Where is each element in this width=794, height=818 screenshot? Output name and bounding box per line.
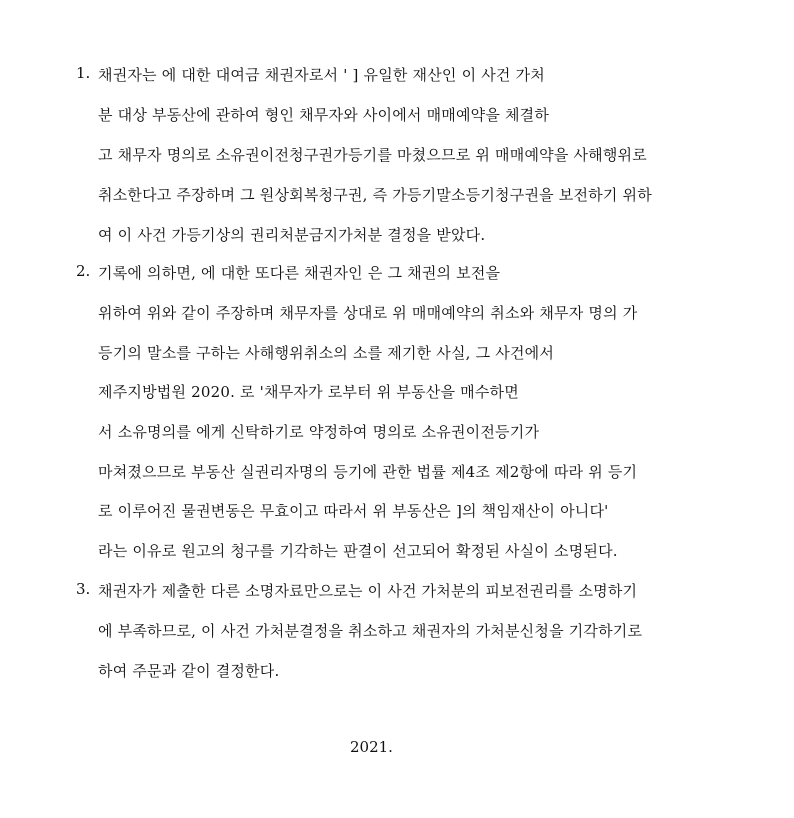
text-line: 분 대상 부동산에 관하여 형인 채무자와 사이에서 매매예약을 체결하 — [98, 106, 550, 124]
document-date: 2021. — [350, 738, 393, 756]
paragraph-number: 3. — [76, 580, 91, 598]
text-line: 제주지방법원 2020. 로 '채무자가 로부터 위 부동산을 매수하면 — [98, 383, 519, 401]
text-line: 고 채무자 명의로 소유권이전청구권가등기를 마쳤으므로 위 매매예약을 사해행위로 — [98, 146, 647, 164]
text-line: 에 부족하므로, 이 사건 가처분결정을 취소하고 채권자의 가처분신청을 기각하기로 — [98, 622, 643, 640]
text-line: 서 소유명의를 에게 신탁하기로 약정하여 명의로 소유권이전등기가 — [98, 423, 540, 441]
text-line: 라는 이유로 원고의 청구를 기각하는 판결이 선고되어 확정된 사실이 소명된다. — [98, 542, 618, 560]
text-line: 여 이 사건 가등기상의 권리처분금지가처분 결정을 받았다. — [98, 226, 486, 244]
text-line: 채권자는 에 대한 대여금 채권자로서 ' ] 유일한 재산인 이 사건 가처 — [98, 66, 545, 84]
paragraph-number: 1. — [76, 64, 91, 82]
text-line: 마쳐졌으므로 부동산 실권리자명의 등기에 관한 법률 제4조 제2항에 따라 위 등기 — [98, 463, 638, 481]
text-line: 등기의 말소를 구하는 사해행위취소의 소를 제기한 사실, 그 사건에서 — [98, 344, 555, 362]
text-line: 취소한다고 주장하며 그 원상회복청구권, 즉 가등기말소등기청구권을 보전하기 위하 — [98, 186, 652, 204]
text-line: 하여 주문과 같이 결정한다. — [98, 662, 280, 680]
paragraph-number: 2. — [76, 262, 91, 280]
text-line: 위하여 위와 같이 주장하며 채무자를 상대로 위 매매예약의 취소와 채무자 명의 가 — [98, 304, 638, 322]
text-line: 로 이루어진 물권변동은 무효이고 따라서 위 부동산은 ]의 책임재산이 아니다' — [98, 502, 609, 520]
text-line: 기록에 의하면, 에 대한 또다른 채권자인 은 그 채권의 보전을 — [98, 264, 501, 282]
text-line: 채권자가 제출한 다른 소명자료만으로는 이 사건 가처분의 피보전권리를 소명하기 — [98, 582, 638, 600]
